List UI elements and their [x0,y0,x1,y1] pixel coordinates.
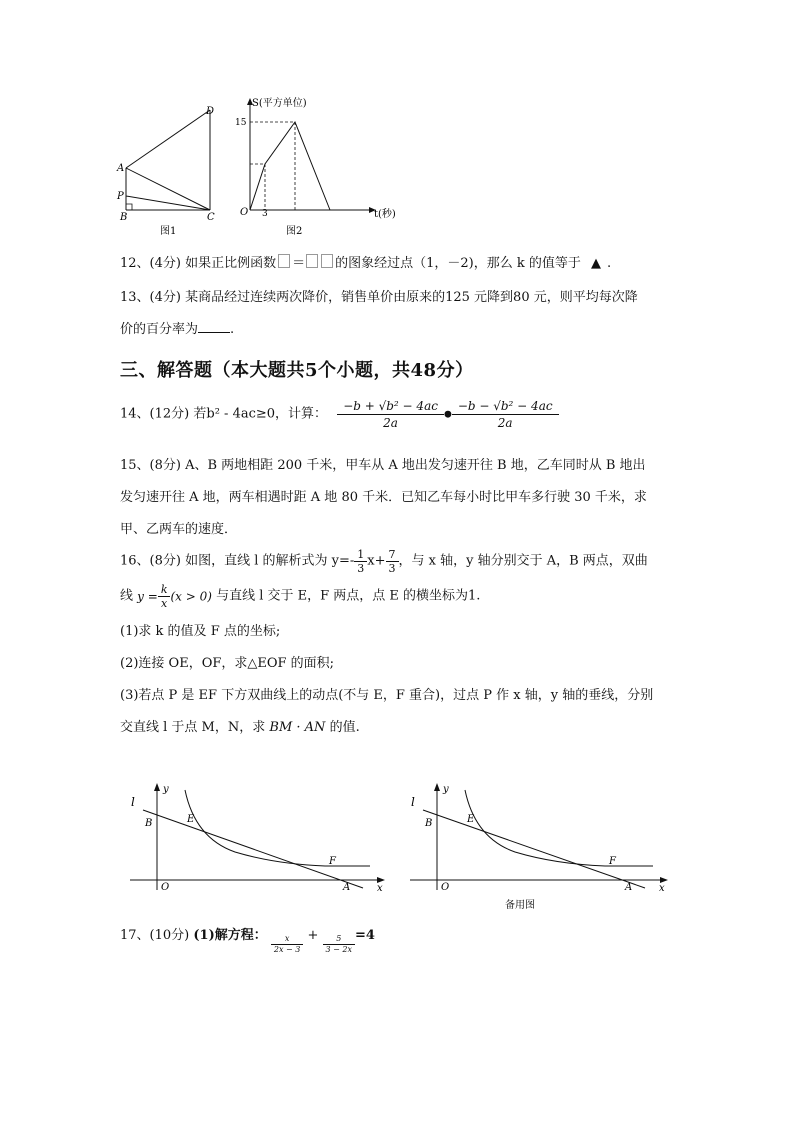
question-15: 15、(8分) A、B 两地相距 200 千米，甲车从 A 地出发匀速开往 B 地，乙车同时从 B 地出 发匀速开往 A 地，两车相遇时距 A 地 80 千米．已知乙车每小时比甲车多行驶 30 千米，求 甲、乙两车的速度． [120,458,647,537]
q14-number: 14、(12分) [120,406,190,422]
svg-text:x: x [659,883,665,894]
question-14: 14、(12分) 若b² - 4ac≥0，计算： $\frac{\text{−b + √b² − 4ac}}{2a}$ ● $\frac{\text{−b − √b² − 4ac}}{2a}$ [120,398,559,431]
svg-text:A: A [625,882,633,893]
label-E: E [187,814,195,825]
label-x: x [377,883,383,894]
q17-number: 17、(10分) [120,928,190,943]
answer-marker: ▲ [591,256,602,271]
label-D: D [206,106,215,117]
q17-fraction-1: $\frac{x}{2x - 3}$ [271,934,303,955]
svg-text:O: O [441,882,450,893]
q16-part-3: (3)若点 P 是 EF 下方双曲线上的动点(不与 E，F 重合)，过点 P 作 x 轴，y 轴的垂线，分别 [120,688,654,703]
label-C: C [207,212,215,223]
question-16: 16、(8分) 如图，直线 l 的解析式为 y=- $\frac{1}{3}$ x+ $\frac{7}{3}$ ，与 x 轴，y 轴分别交于 A，B 两点，双曲 线 y = $\frac{k}{x}$ (x > 0) 与直线 l 交于 E，F 两点，点 E 的横坐标为1. (1)求 k 的值及 F 点的坐标; (2)连接 OE，OF，求△EOF 的面积; (3)若点 P 是 EF 下方双曲线上的动点(不与 E，F 重合)，过点 P 作 x 轴，y 轴的垂线，分别 交直线 l 于点 M，N，求 BM · AN 的值. [120,548,654,735]
question-13: 13、(4分) 某商品经过连续两次降价，销售单价由原来的125 元降到80 元，则平均每次降 价的百分率为 . [120,290,638,337]
q15-number: 15、(8分) [120,458,181,473]
graph-2 [405,778,673,914]
q16-number: 16、(8分) [120,553,181,569]
section-title: 三、解答题（本大题共5个小题，共48分） [120,360,474,381]
answer-blank [198,320,230,333]
label-y: y [163,784,169,795]
label-B: B [120,212,128,223]
label-A: A [117,163,125,174]
graph-2-caption: 备用图 [505,900,535,911]
fig1-caption: 图1 [160,226,177,237]
graph-1 [125,778,390,898]
q14-fraction-1: $\frac{\text{−b + √b² − 4ac}}{2a}$ [337,398,444,431]
fig2-xtick: 3 [262,209,268,219]
figure-1 [112,98,222,240]
question-12: 12、(4分) 如果正比例函数 ＝ 的图象经过点（1，－2)，那么 k 的值等于 ▲ . [120,256,612,271]
q12-number: 12、(4分) [120,256,181,271]
fig2-caption: 图2 [286,226,303,237]
q14-fraction-2: $\frac{\text{−b − √b² − 4ac}}{2a}$ [452,398,559,431]
label-P: P [117,191,124,202]
label-A: A [343,882,351,893]
fig2-ylabel: S(平方单位) [252,98,307,109]
svg-text:E: E [467,814,475,825]
question-17: 17、(10分) (1)解方程： $\frac{x}{2x - 3}$ + $\frac{5}{3 - 2x}$ =4 [120,928,375,954]
figure-2 [232,92,412,240]
q13-number: 13、(4分) [120,290,181,305]
fig2-xlabel: t(秒) [374,209,396,220]
fig2-origin: O [240,207,249,218]
label-O: O [161,882,170,893]
svg-text:y: y [443,784,449,795]
svg-text:B: B [425,818,433,829]
label-B: B [145,818,153,829]
label-F: F [329,856,336,867]
q16-part-1: (1)求 k 的值及 F 点的坐标; [120,624,281,639]
q16-part-2: (2)连接 OE，OF，求△EOF 的面积; [120,656,335,671]
svg-text:l: l [411,795,415,809]
fig2-ytick: 15 [235,118,247,128]
svg-text:F: F [609,856,616,867]
label-l: l [131,795,135,809]
q17-fraction-2: $\frac{5}{3 - 2x}$ [323,934,355,955]
